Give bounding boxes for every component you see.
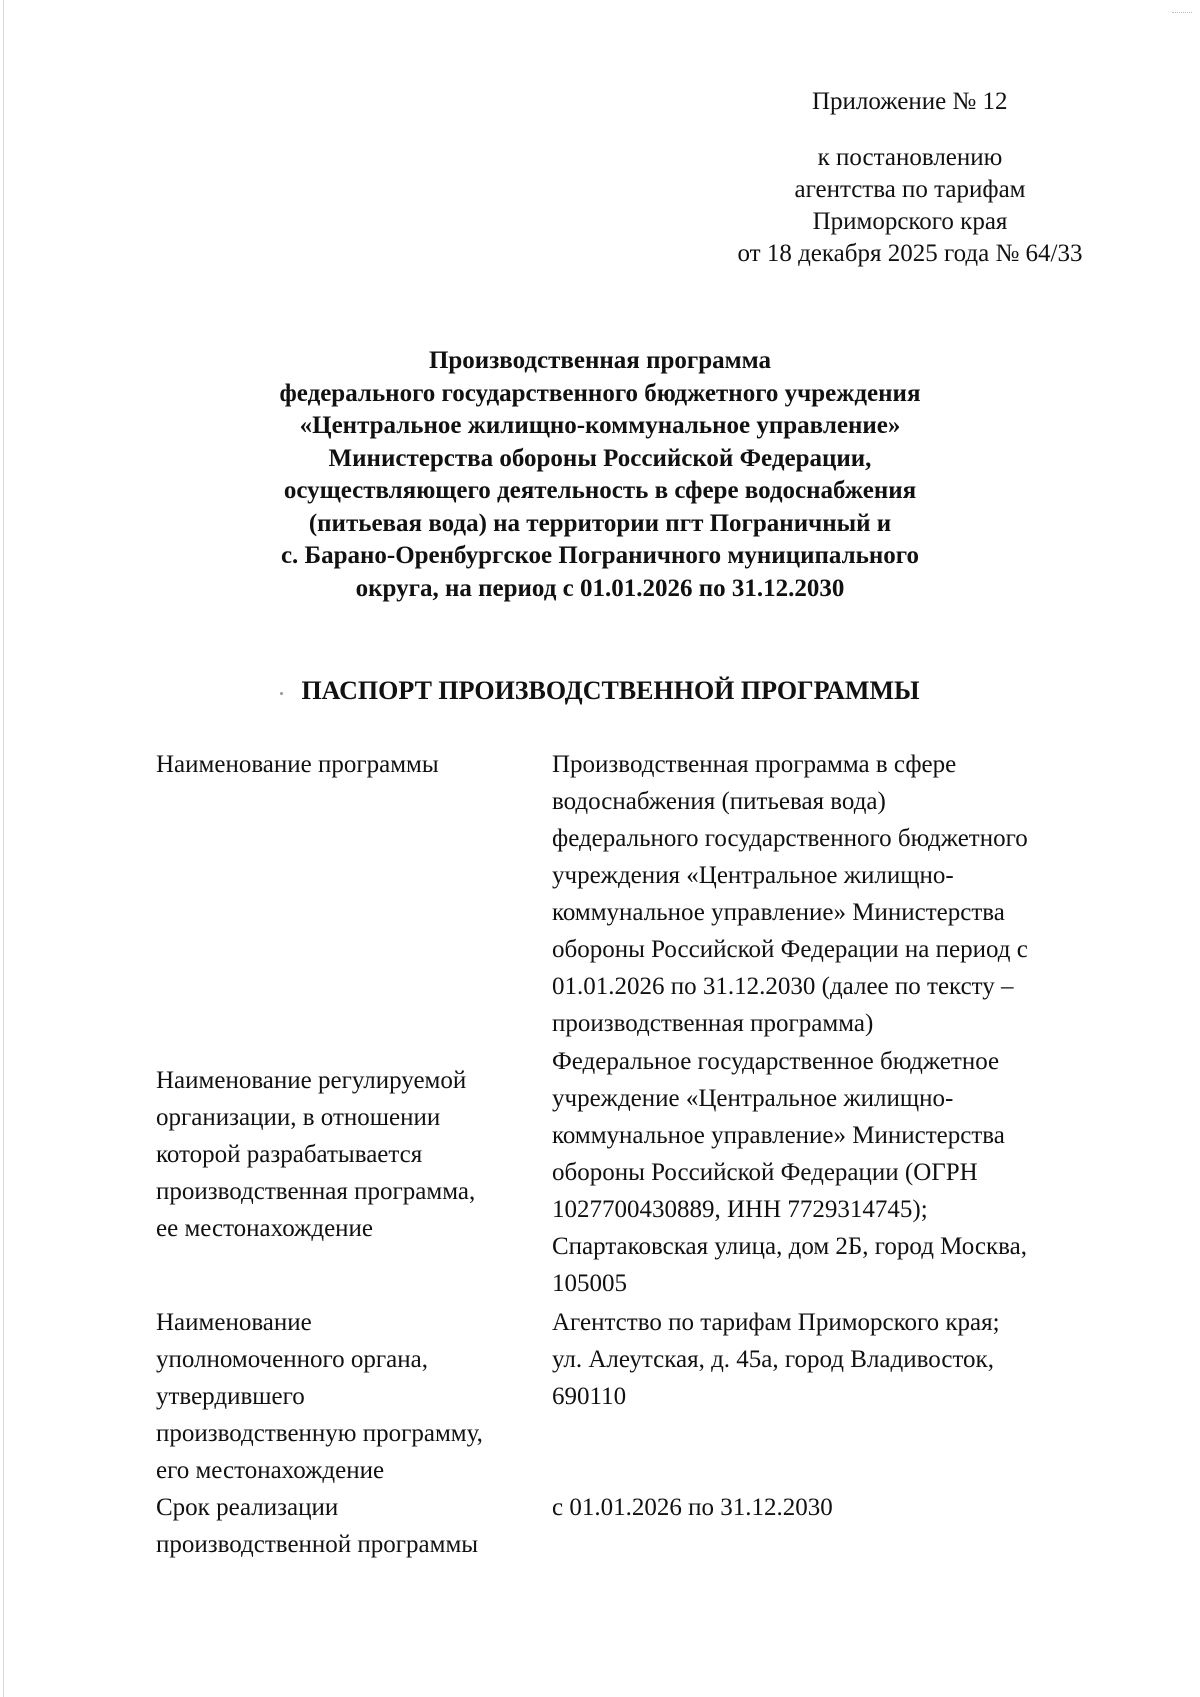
decree-line: Приморского края	[812, 208, 1008, 235]
label-line: Наименование регулируемой	[156, 1067, 467, 1094]
annex-number: Приложение № 12	[812, 88, 1008, 115]
title-line: осуществляющего деятельность в сфере водоснабжения	[283, 477, 917, 504]
document-title	[180, 345, 1020, 605]
passport-row-label	[156, 1489, 546, 1563]
value-line: учреждение «Центральное жилищно-	[552, 1085, 954, 1112]
value-line: с 01.01.2026 по 31.12.2030	[552, 1494, 833, 1521]
value-line: Федеральное государственное бюджетное	[552, 1048, 1000, 1075]
annex-header	[700, 86, 1120, 270]
passport-heading	[200, 674, 1000, 708]
decree-line: агентства по тарифам	[794, 176, 1026, 203]
value-line: 690110	[552, 1383, 627, 1410]
label-line: Наименование программы	[156, 751, 439, 778]
title-line: «Центральное жилищно-коммунальное управление»	[299, 412, 901, 439]
passport-row-label	[156, 746, 546, 783]
value-line: федерального государственного бюджетного	[552, 825, 1028, 852]
scan-edge	[3, 0, 4, 1697]
label-line: его местонахождение	[156, 1457, 385, 1484]
scan-speck	[280, 692, 283, 695]
label-line: производственная программа,	[156, 1178, 476, 1205]
value-line: коммунальное управление» Министерства	[552, 1122, 1005, 1149]
label-line: ее местонахождение	[156, 1215, 374, 1242]
decree-line: от 18 декабря 2025 года № 64/33	[737, 240, 1083, 267]
scan-corner-mark	[1172, 0, 1192, 13]
label-line: производственной программы	[156, 1531, 479, 1558]
value-line: ул. Алеутская, д. 45а, город Владивосток,	[552, 1346, 994, 1373]
label-line: производственную программу,	[156, 1420, 483, 1447]
label-line: организации, в отношении	[156, 1104, 441, 1131]
title-line: (питьевая вода) на территории пгт Пограничный и	[308, 509, 892, 537]
value-line: учреждения «Центральное жилищно-	[552, 862, 954, 889]
annex-decree-reference	[700, 142, 1120, 270]
title-line: округа, на период с 01.01.2026 по 31.12.2030	[355, 574, 845, 602]
label-line: Срок реализации	[156, 1494, 339, 1521]
passport-row-value	[552, 1489, 1112, 1526]
value-line: Агентство по тарифам Приморского края;	[552, 1309, 1000, 1336]
label-line: утвердившего	[156, 1383, 305, 1410]
label-line: которой разрабатывается	[156, 1141, 423, 1168]
passport-row-label	[156, 1062, 546, 1247]
value-line: обороны Российской Федерации на период с	[552, 936, 1028, 963]
value-line: Производственная программа в сфере	[552, 751, 957, 778]
title-line: Производственная программа	[428, 347, 772, 374]
decree-line: к постановлению	[817, 144, 1003, 171]
passport-heading-text: ПАСПОРТ ПРОИЗВОДСТВЕННОЙ ПРОГРАММЫ	[301, 676, 920, 705]
value-line: 105005	[552, 1270, 627, 1297]
value-line: водоснабжения (питьевая вода)	[552, 788, 886, 815]
passport-row-value	[552, 1043, 1112, 1302]
value-line: производственная программа)	[552, 1010, 874, 1037]
title-line: с. Барано-Оренбургское Пограничного муниципального	[280, 542, 920, 569]
passport-row-value	[552, 1304, 1112, 1415]
value-line: 01.01.2026 по 31.12.2030 (далее по тексту –	[552, 973, 1014, 1000]
title-line: Министерства обороны Российской Федерации,	[328, 444, 872, 472]
passport-row-label	[156, 1304, 546, 1489]
passport-row-value	[552, 746, 1112, 1042]
label-line: Наименование	[156, 1309, 312, 1336]
label-line: уполномоченного органа,	[156, 1346, 428, 1373]
value-line: обороны Российской Федерации (ОГРН	[552, 1159, 978, 1186]
value-line: Спартаковская улица, дом 2Б, город Москва,	[552, 1233, 1027, 1260]
title-line: федерального государственного бюджетного учреждения	[279, 379, 921, 407]
value-line: коммунальное управление» Министерства	[552, 899, 1005, 926]
value-line: 1027700430889, ИНН 7729314745);	[552, 1196, 928, 1223]
